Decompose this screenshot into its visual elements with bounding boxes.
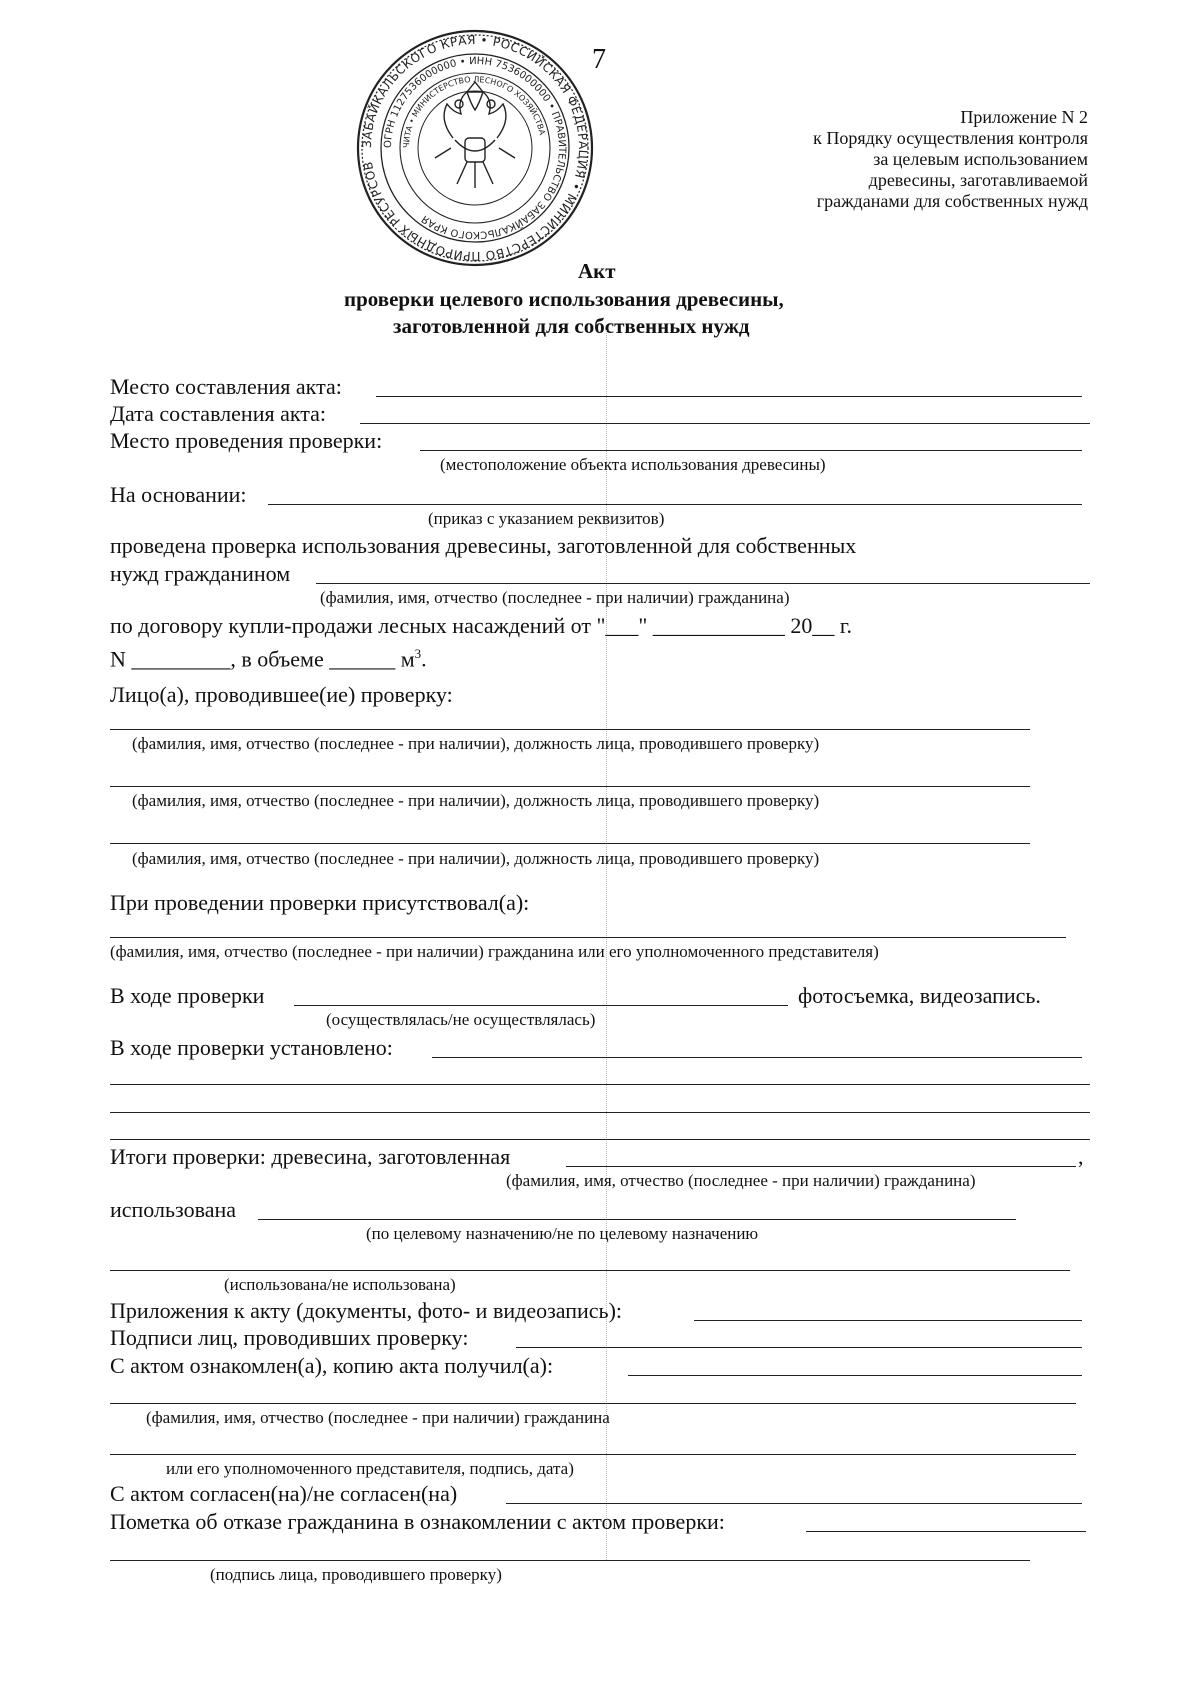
present-hint: (фамилия, имя, отчество (последнее - при наличии) гражданина или его уполномоченного представителя) — [110, 942, 879, 961]
title-act: Акт — [578, 259, 616, 283]
title-line-3: заготовленной для собственных нужд — [393, 314, 750, 338]
attachments-field[interactable] — [694, 1320, 1082, 1321]
appendix-line-1: Приложение N 2 — [960, 107, 1088, 127]
used-label: использована — [110, 1197, 236, 1222]
established-field-4[interactable] — [110, 1139, 1090, 1140]
contract-text: по договору купли-продажи лесных насаждений от "___" ____________ 20__ г. — [110, 613, 852, 638]
title-line-2: проверки целевого использования древесины, — [344, 287, 784, 311]
citizen-field[interactable] — [316, 583, 1090, 584]
page-number: 7 — [592, 44, 606, 75]
basis-field[interactable] — [268, 504, 1082, 505]
appendix-line-2: к Порядку осуществления контроля — [813, 128, 1088, 148]
agree-label: С актом согласен(на)/не согласен(на) — [110, 1481, 458, 1506]
contract-number-volume — [110, 641, 427, 672]
used-field-2[interactable] — [110, 1270, 1070, 1271]
during-hint: (осуществлялась/не осуществлялась) — [326, 1010, 596, 1029]
appendix-line-3: за целевым использованием — [873, 149, 1088, 169]
appendix-reference — [813, 107, 1088, 212]
place-field[interactable] — [376, 396, 1082, 397]
date-label: Дата составления акта: — [110, 401, 327, 426]
svg-text:ЧИТА • МИНИСТЕРСТВО ЛЕСНОГО ХО — [402, 75, 547, 148]
established-label: В ходе проверки установлено: — [110, 1035, 393, 1060]
volume-unit-superscript: 3 — [414, 646, 422, 661]
established-field-2[interactable] — [110, 1084, 1090, 1085]
inspector-hint-3: (фамилия, имя, отчество (последнее - при наличии), должность лица, проводившего проверку) — [132, 849, 820, 868]
place-label: Место составления акта: — [110, 374, 342, 399]
during-label: В ходе проверки — [110, 983, 265, 1008]
present-label: При проведении проверки присутствовал(а): — [110, 890, 530, 915]
stamp-outer-text: ЗАБАЙКАЛЬСКОГО КРАЯ • РОССИЙСКАЯ ФЕДЕРАЦИЯ • МИНИСТЕРСТВО ПРИРОДНЫХ РЕСУРСОВ — [359, 32, 591, 264]
results-field[interactable] — [566, 1166, 1076, 1167]
attachments-label: Приложения к акту (документы, фото- и видеозапись): — [110, 1298, 623, 1323]
number-volume-text: N _________, в объеме ______ м — [110, 646, 415, 672]
appendix-line-4: древесины, заготавливаемой — [868, 170, 1088, 190]
established-field-1[interactable] — [432, 1057, 1082, 1058]
refusal-signature-field[interactable] — [110, 1560, 1030, 1561]
basis-hint: (приказ с указанием реквизитов) — [428, 509, 665, 528]
basis-label: На основании: — [110, 482, 247, 507]
results-hint: (фамилия, имя, отчество (последнее - при наличии) гражданина) — [506, 1171, 976, 1190]
signatures-label: Подписи лиц, проводивших проверку: — [110, 1325, 469, 1350]
appendix-line-5: гражданами для собственных нужд — [816, 191, 1088, 211]
inspectors-label: Лицо(а), проводившее(ие) проверку: — [110, 682, 453, 707]
results-comma: , — [1078, 1144, 1084, 1169]
refusal-field[interactable] — [806, 1531, 1086, 1532]
inspection-place-label: Место проведения проверки: — [110, 428, 383, 453]
citizen-hint: (фамилия, имя, отчество (последнее - при наличии) гражданина) — [320, 588, 790, 607]
agree-field[interactable] — [506, 1503, 1082, 1504]
inspector-field-2[interactable] — [110, 786, 1030, 787]
official-seal-stamp — [355, 28, 595, 268]
stamp-inner-text: ЧИТА • МИНИСТЕРСТВО ЛЕСНОГО ХОЗЯЙСТВА — [401, 74, 547, 149]
volume-end: . — [421, 646, 427, 672]
acquainted-field-2[interactable] — [110, 1403, 1076, 1404]
conducted-text-line-1: проведена проверка использования древесины, заготовленной для собственных — [110, 533, 857, 558]
signatures-field[interactable] — [516, 1347, 1082, 1348]
used-hint: (по целевому назначению/не по целевому назначению — [366, 1224, 759, 1243]
used2-hint: (использована/не использована) — [224, 1275, 456, 1294]
inspection-place-field[interactable] — [420, 450, 1082, 451]
representative-hint: или его уполномоченного представителя, подпись, дата) — [166, 1459, 574, 1478]
inspector-hint-1: (фамилия, имя, отчество (последнее - при наличии), должность лица, проводившего проверку) — [132, 734, 820, 753]
conducted-text-line-2: нужд гражданином — [110, 561, 291, 586]
stamp-middle-text: ОГРН 1127536000000 • ИНН 7536000000 • ПРАВИТЕЛЬСТВО ЗАБАЙКАЛЬСКОГО КРАЯ — [382, 55, 568, 241]
during-field[interactable] — [294, 1005, 788, 1006]
representative-field[interactable] — [110, 1454, 1076, 1455]
refusal-label: Пометка об отказе гражданина в ознакомлении с актом проверки: — [110, 1509, 725, 1534]
present-field[interactable] — [110, 937, 1066, 938]
inspection-place-hint: (местоположение объекта использования древесины) — [440, 455, 826, 474]
signature-hint: (подпись лица, проводившего проверку) — [210, 1565, 502, 1584]
inspector-field-1[interactable] — [110, 729, 1030, 730]
acquainted-label: С актом ознакомлен(а), копию акта получил(а): — [110, 1353, 554, 1378]
acquainted-field[interactable] — [628, 1375, 1082, 1376]
inspector-field-3[interactable] — [110, 843, 1030, 844]
citizen-hint-2: (фамилия, имя, отчество (последнее - при наличии) гражданина — [146, 1408, 610, 1427]
date-field[interactable] — [360, 423, 1090, 424]
svg-text:ЗАБАЙКАЛЬСКОГО КРАЯ • РОССИЙСК — [360, 33, 590, 263]
established-field-3[interactable] — [110, 1112, 1090, 1113]
used-field[interactable] — [258, 1219, 1016, 1220]
inspector-hint-2: (фамилия, имя, отчество (последнее - при наличии), должность лица, проводившего проверку) — [132, 791, 820, 810]
results-label: Итоги проверки: древесина, заготовленная — [110, 1144, 511, 1169]
during-end: фотосъемка, видеозапись. — [798, 983, 1041, 1008]
